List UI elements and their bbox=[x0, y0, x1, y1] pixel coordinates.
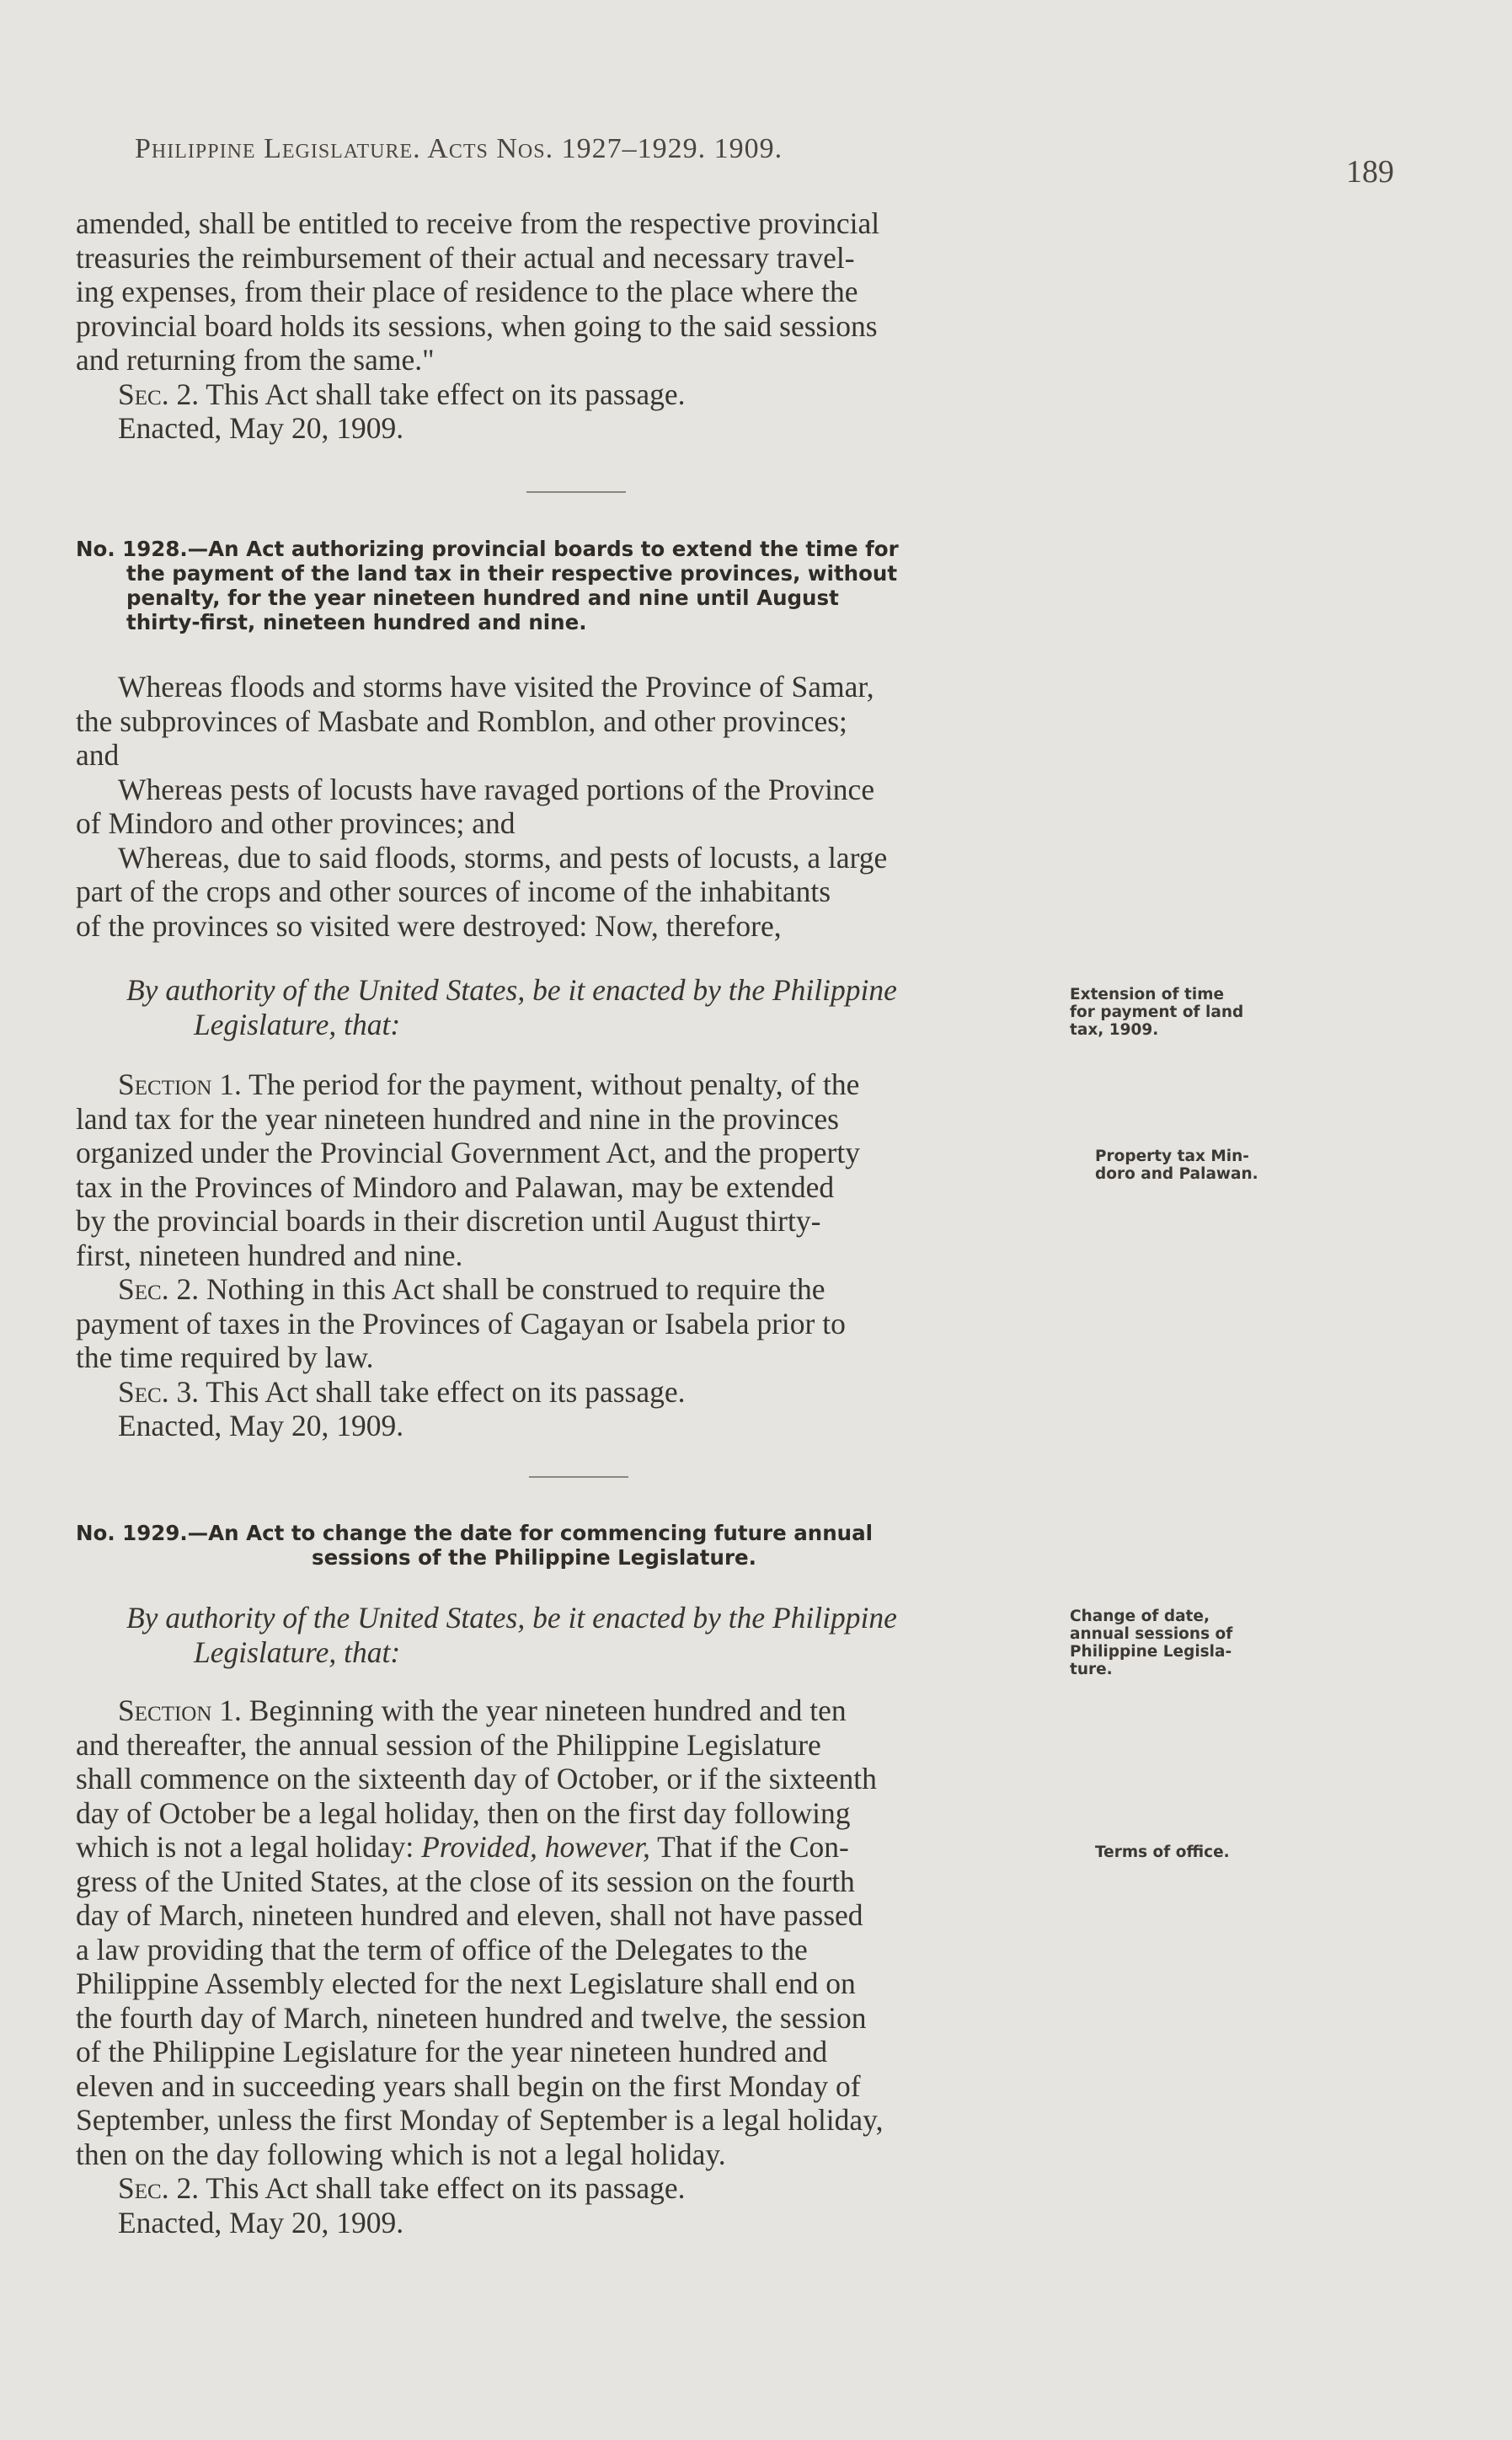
heading-line: thirty-first, nineteen hundred and nine. bbox=[126, 610, 587, 634]
act-1928-section-1: Section 1. The period for the payment, without penalty, of the land tax for the year nineteen hundred and nine in the provinces organized under the Provincial Government Act, and the property tax in the Provinces of Mindoro and Palawan, may be extended by the provincial boards in their discretion until August thirty- first, nineteen hundred and nine. bbox=[76, 1068, 860, 1272]
act-1929-sections bbox=[76, 1694, 1060, 2239]
act-1929-section-1: Section 1. Beginning with the year nineteen hundred and ten and thereafter, the annual session of the Philippine Legislature shall commence on the sixteenth day of October, or if the sixteenth day of October be a legal holiday, then on the first day following which is not a legal holiday: Provided, however, That if the Con- gress of the United States, at the close of its session on the fourth day of March, nineteen hundred and eleven, shall not have passed a law providing that the term of office of the Delegates to the Philippine Assembly elected for the next Legislature shall end on the fourth day of March, nineteen hundred and twelve, the session of the Philippine Legislature for the year nineteen hundred and eleven and in succeeding years shall begin on the first Monday of September, unless the first Monday of September is a legal holiday, then on the day following which is not a legal holiday. bbox=[76, 1694, 884, 2171]
act-1928-section-2: Sec. 2. Nothing in this Act shall be construed to require the payment of taxes in the Provinces of Cagayan or Isabela prior to the time required by law. bbox=[76, 1272, 846, 1374]
section-divider bbox=[526, 491, 626, 493]
heading-line: penalty, for the year nineteen hundred and nine until August bbox=[126, 586, 839, 610]
act-1927-enacted: Enacted, May 20, 1909. bbox=[118, 411, 404, 445]
act-1928-body bbox=[76, 670, 1060, 943]
section-label: Sec. 2. bbox=[118, 377, 200, 411]
section-label: Sec. 3. bbox=[118, 1374, 200, 1409]
text-line: amended, shall be entitled to receive from the respective provincial bbox=[76, 206, 880, 240]
whereas-clause: Whereas, due to said floods, storms, and pests of locusts, a large part of the crops and other sources of income of the inhabitants of the provinces so visited were destroyed: Now, therefore, bbox=[76, 840, 888, 943]
whereas-clause: Whereas pests of locusts have ravaged portions of the Province of Mindoro and other provinces; and bbox=[76, 772, 875, 840]
text-line: treasuries the reimbursement of their actual and necessary travel- bbox=[76, 240, 855, 275]
proviso-italic: Provided, however, bbox=[421, 1830, 650, 1864]
act-1928-heading bbox=[76, 537, 1060, 634]
heading-line: No. 1929.—An Act to change the date for commencing future annual bbox=[76, 1521, 874, 1545]
act-1929-heading bbox=[76, 1521, 1060, 1570]
heading-line: the payment of the land tax in their respective provinces, without bbox=[126, 561, 898, 586]
act-1928-enacted: Enacted, May 20, 1909. bbox=[118, 1409, 404, 1442]
margin-note-extension-of-time: Extension of time for payment of land tax, 1909. bbox=[1070, 986, 1244, 1039]
text-line: and returning from the same." bbox=[76, 343, 435, 377]
act-1928-enacting-clause bbox=[76, 973, 1060, 1041]
section-label: Section 1. bbox=[118, 1694, 242, 1727]
enacting-formula: By authority of the United States, be it enacted by the Philippine Legislature, that: bbox=[126, 1601, 897, 1669]
act-1929-section-2: Sec. 2. This Act shall take effect on its passage. bbox=[118, 2171, 686, 2205]
act-number: No. 1929. bbox=[76, 1521, 188, 1545]
text-line: provincial board holds its sessions, when going to the said sessions bbox=[76, 308, 878, 343]
running-head: Philippine Legislature. Acts Nos. 1927–1929. 1909. bbox=[135, 133, 783, 164]
section-label: Sec. 2. bbox=[118, 2171, 200, 2205]
act-1927-continuation bbox=[76, 206, 1060, 377]
margin-note-terms-of-office: Terms of office. bbox=[1095, 1843, 1230, 1861]
margin-note-change-of-date: Change of date, annual sessions of Philippine Legisla- ture. bbox=[1070, 1608, 1233, 1678]
act-number: No. 1928. bbox=[76, 537, 188, 561]
enacting-formula: By authority of the United States, be it enacted by the Philippine Legislature, that: bbox=[126, 973, 897, 1041]
section-text: This Act shall take effect on its passage. bbox=[199, 377, 686, 411]
section-divider bbox=[529, 1476, 628, 1478]
whereas-clause: Whereas floods and storms have visited the Province of Samar, the subprovinces of Masbate and Romblon, and other provinces; and bbox=[76, 670, 874, 772]
act-1928-sections bbox=[76, 1068, 1060, 1443]
heading-line: sessions of the Philippine Legislature. bbox=[312, 1545, 756, 1570]
act-1929-enacting-clause bbox=[76, 1601, 1060, 1669]
margin-note-property-tax: Property tax Min- doro and Palawan. bbox=[1095, 1148, 1258, 1183]
act-1928-section-3: Sec. 3. This Act shall take effect on its passage. bbox=[118, 1374, 686, 1409]
act-1927-section-2 bbox=[76, 377, 1060, 412]
act-1929-enacted: Enacted, May 20, 1909. bbox=[118, 2205, 404, 2239]
text-line: ing expenses, from their place of residence to the place where the bbox=[76, 275, 858, 308]
act-1927-tail bbox=[76, 206, 1060, 446]
page-number: 189 bbox=[1346, 154, 1394, 190]
section-label: Section 1. bbox=[118, 1068, 242, 1101]
section-label: Sec. 2. bbox=[118, 1272, 200, 1306]
heading-line: No. 1928.—An Act authorizing provincial boards to extend the time for bbox=[76, 537, 899, 561]
